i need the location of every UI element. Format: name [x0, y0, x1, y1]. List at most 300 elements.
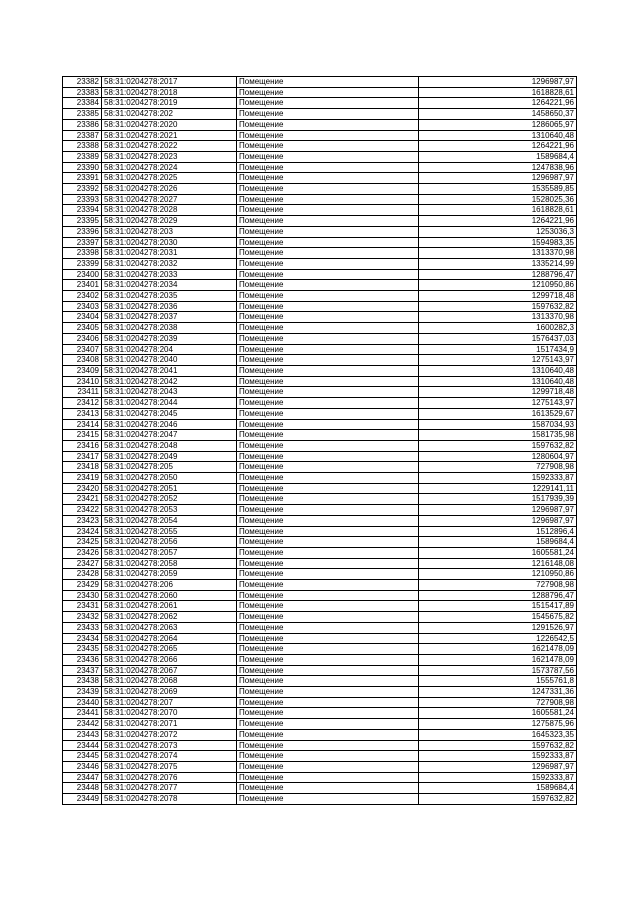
cadastral-number-cell: 58:31:0204278:2028 [102, 205, 237, 216]
cadastral-number-cell: 58:31:0204278:2019 [102, 98, 237, 109]
row-number-cell: 23406 [63, 333, 102, 344]
object-type-cell: Помещение [237, 141, 419, 152]
row-number-cell: 23432 [63, 612, 102, 623]
object-type-cell: Помещение [237, 751, 419, 762]
row-number-cell: 23383 [63, 87, 102, 98]
object-type-cell: Помещение [237, 590, 419, 601]
object-type-cell: Помещение [237, 558, 419, 569]
table-body [63, 77, 577, 805]
cadastral-number-cell: 58:31:0204278:2061 [102, 601, 237, 612]
cadastral-value-cell: 1275143,97 [419, 398, 577, 409]
table-row [63, 590, 577, 601]
row-number-cell: 23448 [63, 783, 102, 794]
object-type-cell: Помещение [237, 323, 419, 334]
cadastral-number-cell: 58:31:0204278:2054 [102, 515, 237, 526]
cadastral-value-cell: 1605581,24 [419, 708, 577, 719]
object-type-cell: Помещение [237, 783, 419, 794]
row-number-cell: 23420 [63, 483, 102, 494]
object-type-cell: Помещение [237, 226, 419, 237]
cadastral-number-cell: 58:31:0204278:204 [102, 344, 237, 355]
row-number-cell: 23413 [63, 408, 102, 419]
cadastral-number-cell: 58:31:0204278:2065 [102, 644, 237, 655]
object-type-cell: Помещение [237, 184, 419, 195]
cadastral-value-cell: 1618828,61 [419, 205, 577, 216]
table-row [63, 205, 577, 216]
document-sheet [62, 76, 577, 805]
cadastral-value-cell: 1597632,82 [419, 440, 577, 451]
object-type-cell: Помещение [237, 408, 419, 419]
row-number-cell: 23398 [63, 248, 102, 259]
table-row [63, 312, 577, 323]
cadastral-number-cell: 58:31:0204278:2045 [102, 408, 237, 419]
cadastral-value-cell: 1581735,98 [419, 430, 577, 441]
cadastral-number-cell: 58:31:0204278:2024 [102, 162, 237, 173]
object-type-cell: Помещение [237, 291, 419, 302]
table-row [63, 762, 577, 773]
cadastral-number-cell: 58:31:0204278:2031 [102, 248, 237, 259]
cadastral-value-cell: 1296987,97 [419, 77, 577, 88]
row-number-cell: 23446 [63, 762, 102, 773]
cadastral-value-cell: 1592333,87 [419, 751, 577, 762]
row-number-cell: 23428 [63, 569, 102, 580]
cadastral-number-cell: 58:31:0204278:2070 [102, 708, 237, 719]
cadastral-value-cell: 1600282,3 [419, 323, 577, 334]
table-row [63, 333, 577, 344]
table-row [63, 430, 577, 441]
cadastral-value-cell: 1253036,3 [419, 226, 577, 237]
cadastral-number-cell: 58:31:0204278:2072 [102, 729, 237, 740]
object-type-cell: Помещение [237, 473, 419, 484]
row-number-cell: 23410 [63, 376, 102, 387]
object-type-cell: Помещение [237, 515, 419, 526]
cadastral-number-cell: 58:31:0204278:2057 [102, 547, 237, 558]
cadastral-value-cell: 1515417,89 [419, 601, 577, 612]
cadastral-value-cell: 1226542,5 [419, 633, 577, 644]
cadastral-number-cell: 58:31:0204278:2076 [102, 772, 237, 783]
row-number-cell: 23403 [63, 301, 102, 312]
table-row [63, 258, 577, 269]
object-type-cell: Помещение [237, 494, 419, 505]
cadastral-value-cell: 1296987,97 [419, 515, 577, 526]
row-number-cell: 23397 [63, 237, 102, 248]
cadastral-number-cell: 58:31:0204278:2021 [102, 130, 237, 141]
object-type-cell: Помещение [237, 205, 419, 216]
cadastral-number-cell: 58:31:0204278:2044 [102, 398, 237, 409]
row-number-cell: 23395 [63, 216, 102, 227]
cadastral-value-cell: 1335214,99 [419, 258, 577, 269]
cadastral-value-cell: 1592333,87 [419, 772, 577, 783]
cadastral-number-cell: 58:31:0204278:2029 [102, 216, 237, 227]
table-row [63, 419, 577, 430]
object-type-cell: Помещение [237, 740, 419, 751]
object-type-cell: Помещение [237, 87, 419, 98]
cadastral-number-cell: 58:31:0204278:2056 [102, 537, 237, 548]
table-row [63, 644, 577, 655]
cadastral-number-cell: 58:31:0204278:2017 [102, 77, 237, 88]
cadastral-value-cell: 1573787,56 [419, 665, 577, 676]
row-number-cell: 23405 [63, 323, 102, 334]
object-type-cell: Помещение [237, 687, 419, 698]
cadastral-number-cell: 58:31:0204278:207 [102, 697, 237, 708]
cadastral-value-cell: 1587034,93 [419, 419, 577, 430]
row-number-cell: 23382 [63, 77, 102, 88]
table-row [63, 301, 577, 312]
object-type-cell: Помещение [237, 697, 419, 708]
row-number-cell: 23417 [63, 451, 102, 462]
cadastral-value-cell: 1313370,98 [419, 312, 577, 323]
cadastral-number-cell: 58:31:0204278:2038 [102, 323, 237, 334]
cadastral-number-cell: 58:31:0204278:2060 [102, 590, 237, 601]
cadastral-number-cell: 58:31:0204278:2041 [102, 365, 237, 376]
cadastral-value-cell: 1296987,97 [419, 762, 577, 773]
object-type-cell: Помещение [237, 633, 419, 644]
object-type-cell: Помещение [237, 269, 419, 280]
cadastral-value-cell: 1594983,35 [419, 237, 577, 248]
cadastral-number-cell: 58:31:0204278:2025 [102, 173, 237, 184]
row-number-cell: 23438 [63, 676, 102, 687]
object-type-cell: Помещение [237, 216, 419, 227]
row-number-cell: 23390 [63, 162, 102, 173]
table-row [63, 654, 577, 665]
cadastral-number-cell: 58:31:0204278:2078 [102, 794, 237, 805]
cadastral-value-cell: 1589684,4 [419, 151, 577, 162]
cadastral-value-cell: 1247331,36 [419, 687, 577, 698]
table-row [63, 184, 577, 195]
row-number-cell: 23394 [63, 205, 102, 216]
object-type-cell: Помещение [237, 419, 419, 430]
cadastral-value-cell: 1592333,87 [419, 473, 577, 484]
table-row [63, 344, 577, 355]
cadastral-value-cell: 1555761,8 [419, 676, 577, 687]
object-type-cell: Помещение [237, 451, 419, 462]
object-type-cell: Помещение [237, 569, 419, 580]
cadastral-value-cell: 1310640,48 [419, 130, 577, 141]
cadastral-value-table [62, 76, 577, 805]
cadastral-number-cell: 58:31:0204278:2049 [102, 451, 237, 462]
cadastral-number-cell: 58:31:0204278:2032 [102, 258, 237, 269]
object-type-cell: Помещение [237, 333, 419, 344]
cadastral-number-cell: 58:31:0204278:2074 [102, 751, 237, 762]
table-row [63, 87, 577, 98]
table-row [63, 622, 577, 633]
row-number-cell: 23449 [63, 794, 102, 805]
object-type-cell: Помещение [237, 601, 419, 612]
object-type-cell: Помещение [237, 109, 419, 120]
row-number-cell: 23388 [63, 141, 102, 152]
cadastral-value-cell: 1589684,4 [419, 537, 577, 548]
table-row [63, 280, 577, 291]
row-number-cell: 23447 [63, 772, 102, 783]
cadastral-number-cell: 58:31:0204278:2050 [102, 473, 237, 484]
object-type-cell: Помещение [237, 312, 419, 323]
object-type-cell: Помещение [237, 708, 419, 719]
table-row [63, 708, 577, 719]
object-type-cell: Помещение [237, 355, 419, 366]
row-number-cell: 23441 [63, 708, 102, 719]
cadastral-number-cell: 58:31:0204278:2043 [102, 387, 237, 398]
cadastral-number-cell: 58:31:0204278:2075 [102, 762, 237, 773]
table-row [63, 269, 577, 280]
table-row [63, 462, 577, 473]
row-number-cell: 23389 [63, 151, 102, 162]
cadastral-number-cell: 58:31:0204278:2051 [102, 483, 237, 494]
object-type-cell: Помещение [237, 173, 419, 184]
row-number-cell: 23434 [63, 633, 102, 644]
object-type-cell: Помещение [237, 483, 419, 494]
object-type-cell: Помещение [237, 612, 419, 623]
cadastral-number-cell: 58:31:0204278:2022 [102, 141, 237, 152]
table-row [63, 537, 577, 548]
table-row [63, 601, 577, 612]
cadastral-number-cell: 58:31:0204278:203 [102, 226, 237, 237]
cadastral-value-cell: 1621478,09 [419, 654, 577, 665]
table-row [63, 569, 577, 580]
cadastral-value-cell: 1545675,82 [419, 612, 577, 623]
table-row [63, 494, 577, 505]
cadastral-value-cell: 1247838,96 [419, 162, 577, 173]
object-type-cell: Помещение [237, 365, 419, 376]
cadastral-value-cell: 1597632,82 [419, 301, 577, 312]
cadastral-value-cell: 1275875,96 [419, 719, 577, 730]
object-type-cell: Помещение [237, 644, 419, 655]
cadastral-value-cell: 1280604,97 [419, 451, 577, 462]
cadastral-value-cell: 1264221,96 [419, 98, 577, 109]
object-type-cell: Помещение [237, 376, 419, 387]
row-number-cell: 23423 [63, 515, 102, 526]
table-row [63, 355, 577, 366]
row-number-cell: 23437 [63, 665, 102, 676]
cadastral-value-cell: 1517939,39 [419, 494, 577, 505]
cadastral-value-cell: 727908,98 [419, 580, 577, 591]
cadastral-value-cell: 1210950,86 [419, 280, 577, 291]
object-type-cell: Помещение [237, 729, 419, 740]
cadastral-number-cell: 58:31:0204278:2037 [102, 312, 237, 323]
object-type-cell: Помещение [237, 547, 419, 558]
cadastral-value-cell: 1535589,85 [419, 184, 577, 195]
cadastral-value-cell: 727908,98 [419, 462, 577, 473]
cadastral-value-cell: 1299718,48 [419, 291, 577, 302]
cadastral-number-cell: 58:31:0204278:2052 [102, 494, 237, 505]
object-type-cell: Помещение [237, 505, 419, 516]
cadastral-number-cell: 58:31:0204278:2042 [102, 376, 237, 387]
table-row [63, 365, 577, 376]
object-type-cell: Помещение [237, 440, 419, 451]
row-number-cell: 23396 [63, 226, 102, 237]
cadastral-number-cell: 58:31:0204278:2064 [102, 633, 237, 644]
cadastral-value-cell: 1216148,08 [419, 558, 577, 569]
row-number-cell: 23436 [63, 654, 102, 665]
cadastral-number-cell: 58:31:0204278:2058 [102, 558, 237, 569]
table-row [63, 451, 577, 462]
cadastral-value-cell: 1621478,09 [419, 644, 577, 655]
row-number-cell: 23393 [63, 194, 102, 205]
object-type-cell: Помещение [237, 526, 419, 537]
row-number-cell: 23427 [63, 558, 102, 569]
cadastral-value-cell: 1229141,11 [419, 483, 577, 494]
table-row [63, 291, 577, 302]
object-type-cell: Помещение [237, 580, 419, 591]
row-number-cell: 23416 [63, 440, 102, 451]
cadastral-value-cell: 1528025,36 [419, 194, 577, 205]
cadastral-value-cell: 1605581,24 [419, 547, 577, 558]
cadastral-value-cell: 1288796,47 [419, 590, 577, 601]
object-type-cell: Помещение [237, 98, 419, 109]
cadastral-number-cell: 58:31:0204278:2071 [102, 719, 237, 730]
cadastral-value-cell: 1296987,97 [419, 173, 577, 184]
row-number-cell: 23399 [63, 258, 102, 269]
row-number-cell: 23445 [63, 751, 102, 762]
cadastral-value-cell: 1512896,4 [419, 526, 577, 537]
row-number-cell: 23415 [63, 430, 102, 441]
table-row [63, 633, 577, 644]
object-type-cell: Помещение [237, 248, 419, 259]
object-type-cell: Помещение [237, 301, 419, 312]
table-row [63, 697, 577, 708]
cadastral-number-cell: 58:31:0204278:2020 [102, 119, 237, 130]
table-row [63, 173, 577, 184]
cadastral-value-cell: 1613529,67 [419, 408, 577, 419]
row-number-cell: 23424 [63, 526, 102, 537]
cadastral-value-cell: 1313370,98 [419, 248, 577, 259]
cadastral-number-cell: 58:31:0204278:2035 [102, 291, 237, 302]
table-row [63, 398, 577, 409]
table-row [63, 408, 577, 419]
table-row [63, 77, 577, 88]
cadastral-number-cell: 58:31:0204278:2062 [102, 612, 237, 623]
table-row [63, 772, 577, 783]
cadastral-number-cell: 58:31:0204278:205 [102, 462, 237, 473]
table-row [63, 751, 577, 762]
cadastral-number-cell: 58:31:0204278:2059 [102, 569, 237, 580]
row-number-cell: 23444 [63, 740, 102, 751]
table-row [63, 248, 577, 259]
cadastral-value-cell: 1618828,61 [419, 87, 577, 98]
cadastral-value-cell: 1310640,48 [419, 376, 577, 387]
object-type-cell: Помещение [237, 162, 419, 173]
row-number-cell: 23426 [63, 547, 102, 558]
cadastral-number-cell: 58:31:0204278:2067 [102, 665, 237, 676]
object-type-cell: Помещение [237, 237, 419, 248]
object-type-cell: Помещение [237, 654, 419, 665]
object-type-cell: Помещение [237, 622, 419, 633]
table-row [63, 237, 577, 248]
cadastral-number-cell: 58:31:0204278:2046 [102, 419, 237, 430]
table-row [63, 687, 577, 698]
object-type-cell: Помещение [237, 119, 419, 130]
object-type-cell: Помещение [237, 344, 419, 355]
cadastral-number-cell: 58:31:0204278:2036 [102, 301, 237, 312]
row-number-cell: 23387 [63, 130, 102, 141]
table-row [63, 729, 577, 740]
row-number-cell: 23419 [63, 473, 102, 484]
row-number-cell: 23385 [63, 109, 102, 120]
row-number-cell: 23429 [63, 580, 102, 591]
table-row [63, 676, 577, 687]
cadastral-number-cell: 58:31:0204278:2068 [102, 676, 237, 687]
object-type-cell: Помещение [237, 537, 419, 548]
row-number-cell: 23402 [63, 291, 102, 302]
row-number-cell: 23400 [63, 269, 102, 280]
row-number-cell: 23392 [63, 184, 102, 195]
cadastral-number-cell: 58:31:0204278:2048 [102, 440, 237, 451]
cadastral-number-cell: 58:31:0204278:2053 [102, 505, 237, 516]
row-number-cell: 23435 [63, 644, 102, 655]
row-number-cell: 23409 [63, 365, 102, 376]
cadastral-value-cell: 1576437,03 [419, 333, 577, 344]
cadastral-value-cell: 1458650,37 [419, 109, 577, 120]
cadastral-number-cell: 58:31:0204278:2069 [102, 687, 237, 698]
object-type-cell: Помещение [237, 77, 419, 88]
table-row [63, 226, 577, 237]
row-number-cell: 23408 [63, 355, 102, 366]
cadastral-number-cell: 58:31:0204278:2077 [102, 783, 237, 794]
table-row [63, 323, 577, 334]
cadastral-value-cell: 1597632,82 [419, 740, 577, 751]
row-number-cell: 23386 [63, 119, 102, 130]
object-type-cell: Помещение [237, 280, 419, 291]
table-row [63, 526, 577, 537]
cadastral-number-cell: 58:31:0204278:2066 [102, 654, 237, 665]
table-row [63, 151, 577, 162]
cadastral-value-cell: 1286065,97 [419, 119, 577, 130]
row-number-cell: 23443 [63, 729, 102, 740]
cadastral-number-cell: 58:31:0204278:2018 [102, 87, 237, 98]
row-number-cell: 23412 [63, 398, 102, 409]
object-type-cell: Помещение [237, 258, 419, 269]
table-row [63, 119, 577, 130]
table-row [63, 505, 577, 516]
object-type-cell: Помещение [237, 794, 419, 805]
row-number-cell: 23430 [63, 590, 102, 601]
object-type-cell: Помещение [237, 398, 419, 409]
table-row [63, 194, 577, 205]
cadastral-value-cell: 1299718,48 [419, 387, 577, 398]
row-number-cell: 23439 [63, 687, 102, 698]
table-row [63, 387, 577, 398]
object-type-cell: Помещение [237, 762, 419, 773]
object-type-cell: Помещение [237, 665, 419, 676]
cadastral-value-cell: 1597632,82 [419, 794, 577, 805]
object-type-cell: Помещение [237, 462, 419, 473]
cadastral-number-cell: 58:31:0204278:2023 [102, 151, 237, 162]
cadastral-number-cell: 58:31:0204278:2026 [102, 184, 237, 195]
object-type-cell: Помещение [237, 719, 419, 730]
row-number-cell: 23433 [63, 622, 102, 633]
table-row [63, 794, 577, 805]
table-row [63, 162, 577, 173]
table-row [63, 109, 577, 120]
cadastral-value-cell: 1296987,97 [419, 505, 577, 516]
cadastral-number-cell: 58:31:0204278:2033 [102, 269, 237, 280]
object-type-cell: Помещение [237, 151, 419, 162]
cadastral-number-cell: 58:31:0204278:2027 [102, 194, 237, 205]
cadastral-number-cell: 58:31:0204278:2040 [102, 355, 237, 366]
row-number-cell: 23442 [63, 719, 102, 730]
row-number-cell: 23404 [63, 312, 102, 323]
cadastral-value-cell: 1275143,97 [419, 355, 577, 366]
row-number-cell: 23384 [63, 98, 102, 109]
row-number-cell: 23421 [63, 494, 102, 505]
row-number-cell: 23418 [63, 462, 102, 473]
row-number-cell: 23431 [63, 601, 102, 612]
row-number-cell: 23401 [63, 280, 102, 291]
cadastral-value-cell: 1589684,4 [419, 783, 577, 794]
object-type-cell: Помещение [237, 387, 419, 398]
cadastral-value-cell: 1291526,97 [419, 622, 577, 633]
cadastral-number-cell: 58:31:0204278:2055 [102, 526, 237, 537]
row-number-cell: 23440 [63, 697, 102, 708]
row-number-cell: 23414 [63, 419, 102, 430]
